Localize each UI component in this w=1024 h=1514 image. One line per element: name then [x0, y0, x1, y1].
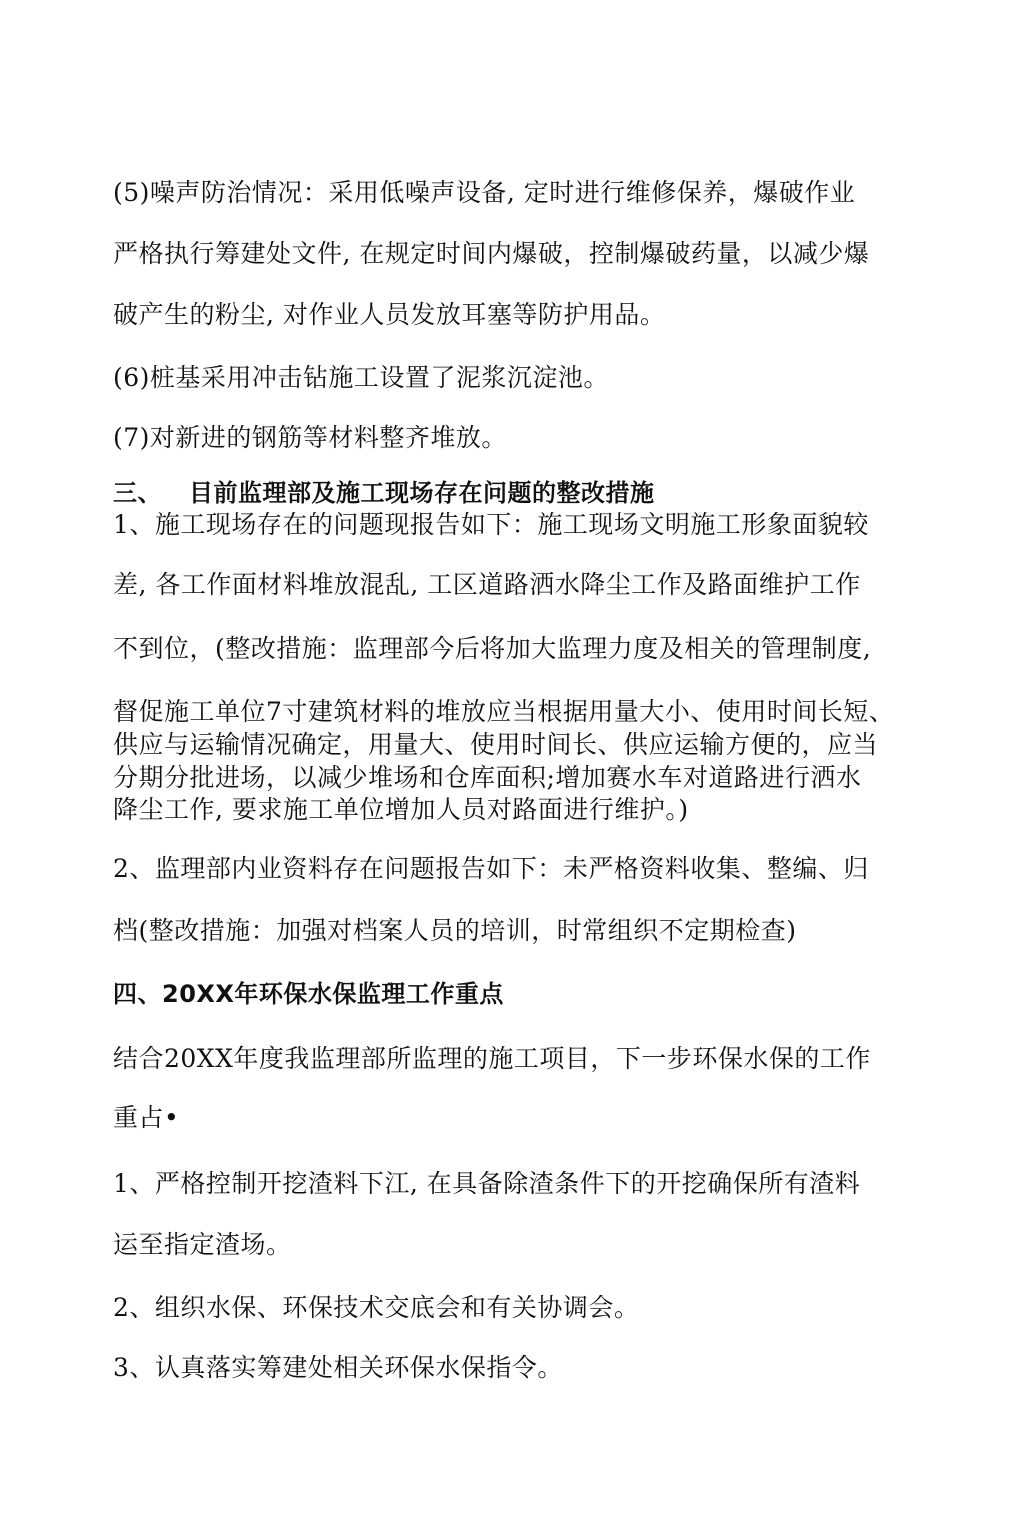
section-3-heading-number: 三、	[113, 479, 162, 507]
item-7: (7)对新进的钢筋等材料整齐堆放。	[113, 423, 507, 452]
section-3-item-2-line-2: 档(整改措施：加强对档案人员的培训，时常组织不定期检查)	[113, 916, 797, 945]
section-3-heading-title: 目前监理部及施工现场存在问题的整改措施	[189, 479, 655, 507]
section-3-item-1-line-7: 降尘工作, 要求施工单位增加人员对路面进行维护。)	[113, 795, 689, 824]
section-3-item-1-line-6: 分期分批进场，以减少堆场和仓库面积;增加赛水车对道路进行洒水	[113, 763, 862, 792]
section-3-item-1-line-4: 督促施工单位7寸建筑材料的堆放应当根据用量大小、使用时间长短、	[113, 697, 895, 726]
section-4-intro-line-1: 结合20XX年度我监理部所监理的施工项目，下一步环保水保的工作	[113, 1044, 871, 1073]
section-4-item-1-line-1: 1、严格控制开挖渣料下江, 在具备除渣条件下的开挖确保所有渣料	[113, 1169, 861, 1198]
section-3-heading	[113, 477, 655, 509]
section-4-item-2: 2、组织水保、环保技术交底会和有关协调会。	[113, 1293, 640, 1322]
section-3-item-2-line-1: 2、监理部内业资料存在问题报告如下：未严格资料收集、整编、归	[113, 854, 869, 883]
item-5-line-1: (5)噪声防治情况：采用低噪声设备, 定时进行维修保养，爆破作业	[113, 178, 856, 207]
section-3-item-1-line-3: 不到位，(整改措施：监理部今后将加大监理力度及相关的管理制度,	[113, 634, 872, 663]
item-6: (6)桩基采用冲击钻施工设置了泥浆沉淀池。	[113, 363, 609, 392]
item-5-line-2: 严格执行筹建处文件, 在规定时间内爆破，控制爆破药量，以减少爆	[113, 239, 870, 268]
section-4-heading: 四、20XX年环保水保监理工作重点	[113, 980, 504, 1008]
section-3-item-1-line-1: 1、施工现场存在的问题现报告如下：施工现场文明施工形象面貌较	[113, 510, 869, 539]
section-4-intro-line-2: 重占•	[113, 1103, 180, 1132]
section-3-item-1-line-2: 差, 各工作面材料堆放混乱, 工区道路洒水降尘工作及路面维护工作	[113, 570, 861, 599]
item-5-line-3: 破产生的粉尘, 对作业人员发放耳塞等防护用品。	[113, 300, 666, 329]
section-3-item-1-line-5: 供应与运输情况确定，用量大、使用时间长、供应运输方便的，应当	[113, 730, 879, 759]
section-4-item-3: 3、认真落实筹建处相关环保水保指令。	[113, 1353, 563, 1382]
section-4-item-1-line-2: 运至指定渣场。	[113, 1230, 292, 1259]
